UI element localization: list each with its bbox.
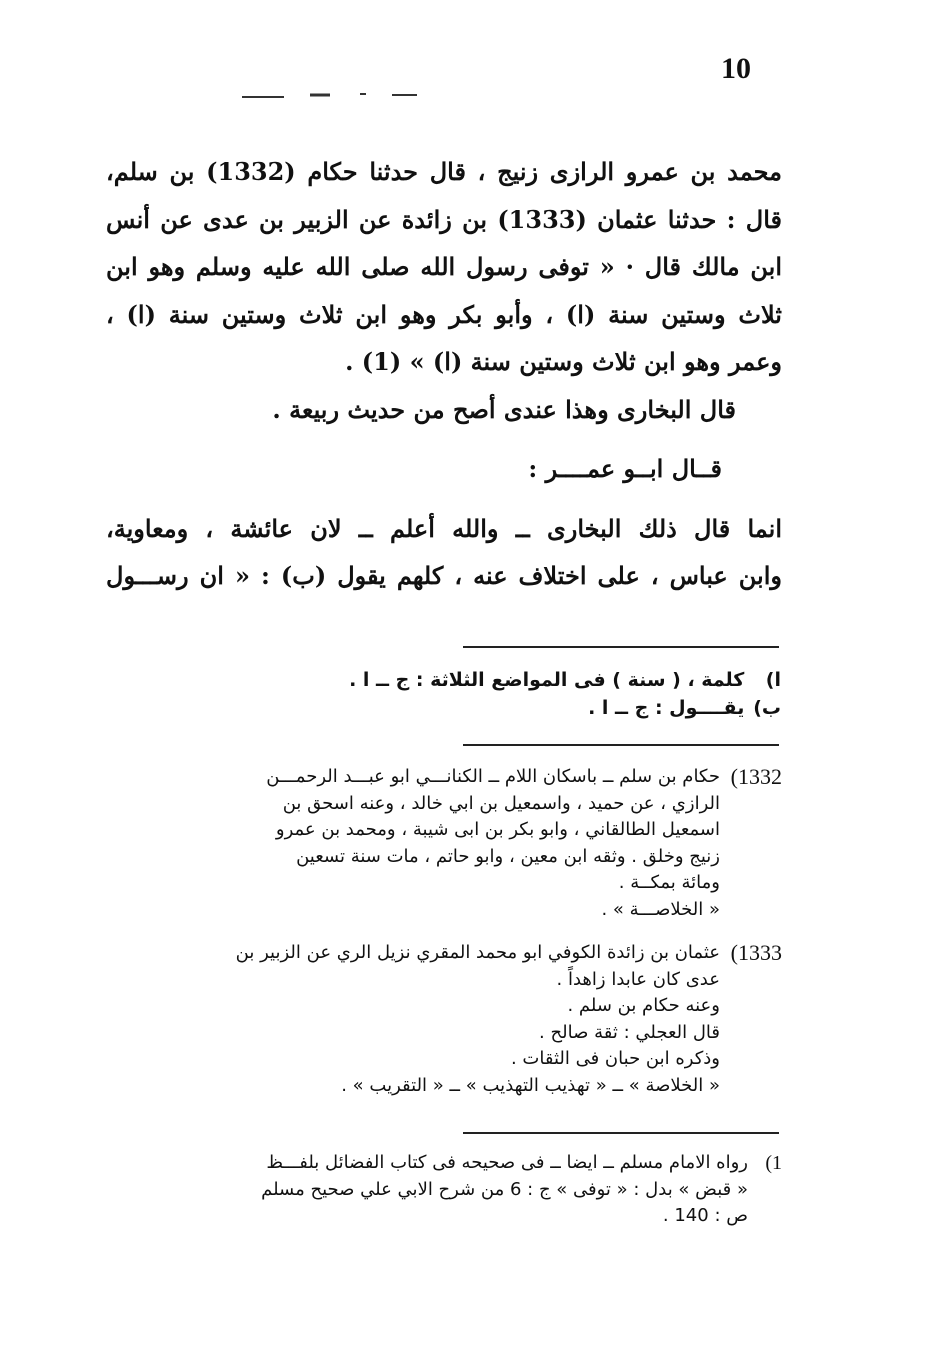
variant-note-text: كلمة ، ( سنة ) فى المواضع الثلاثة : ج ــ ا . xyxy=(349,669,745,691)
footnote-number: 1) xyxy=(765,1152,782,1174)
main-text-line: قال : حدثنا عثمان (1333) بن زائدة عن الزبير بن عدى عن أنس xyxy=(106,204,782,234)
footnote-line: « قبض » بدل : « توفى » ج : 6 من شرح الابي علي صحيح مسلم xyxy=(261,1178,748,1200)
separator-rule xyxy=(463,646,779,648)
variant-note xyxy=(349,666,781,694)
bio-body xyxy=(112,940,720,1099)
bio-line: وعنه حكام بن سلم . xyxy=(567,995,720,1016)
bio-line: عثمان بن زائدة الكوفي ابو محمد المقري نزيل الري عن الزبير بن xyxy=(235,942,720,963)
footnote xyxy=(112,1150,782,1230)
bio-number: 1333) xyxy=(730,940,782,965)
bio-entry xyxy=(112,940,782,1099)
bio-body xyxy=(112,764,720,923)
main-text-line: محمد بن عمرو الرازى زنيج ، قال حدثنا حكام (1332) بن سلم، xyxy=(106,157,782,186)
variant-notes xyxy=(349,666,781,722)
variant-note-text: يقــــول : ج ــ ا . xyxy=(588,697,745,719)
bio-line: عدى كان عابدا زاهداً . xyxy=(556,968,720,990)
main-text-line: ثلاث وستين سنة (ا) ، وأبو بكر وهو ابن ثلاث وستين سنة (ا) ، xyxy=(106,299,782,329)
main-text-line: انما قال ذلك البخارى ــ والله أعلم ــ لان عائشة ، ومعاوية، xyxy=(106,513,782,543)
section-heading: قــال ابــو عمــــر : xyxy=(528,454,722,483)
page-number: 10 xyxy=(721,52,751,85)
main-text-line: وابن عباس ، على اختلاف عنه ، كلهم يقول (ب) : « ان رســـول xyxy=(106,561,782,590)
bio-line: قال العجلي : ثقة صالح . xyxy=(539,1021,720,1043)
main-text-line: ابن مالك قال · « توفى رسول الله صلى الله عليه وسلم وهو ابن xyxy=(106,252,782,281)
footnote-body xyxy=(112,1150,748,1230)
variant-note-marker: ب) xyxy=(753,697,781,719)
bio-line: اسمعيل الطالقاني ، وابو بكر بن ابى شيبة ، ومحمد بن عمرو xyxy=(275,819,720,840)
variant-note xyxy=(349,694,781,722)
separator-rule xyxy=(463,744,779,746)
separator-rule xyxy=(463,1132,779,1134)
header-ornament xyxy=(242,90,417,100)
bio-entry xyxy=(112,764,782,923)
bio-line: الرازي ، عن حميد ، واسمعيل بن ابي خالد ، وعنه اسحق بن xyxy=(282,792,720,814)
main-text xyxy=(106,148,782,600)
main-text-line: وعمر وهو ابن ثلاث وستين سنة (ا) » (1) . xyxy=(345,347,782,376)
bio-number: 1332) xyxy=(730,764,782,789)
bio-line: « الخلاصـــة » . xyxy=(601,898,720,920)
bio-line: زنيج وخلق . وثقه ابن معين ، وابو حاتم ، مات سنة تسعين xyxy=(296,845,720,867)
bio-line: وذكره ابن حبان فى الثقات . xyxy=(510,1048,720,1069)
footnote-line: رواه الامام مسلم ــ ايضا ــ فى صحيحه فى كتاب الفضائل بلفـــظ xyxy=(266,1152,748,1173)
bio-line: ومائة بمكــة . xyxy=(618,872,720,893)
bio-line: حكام بن سلم ــ باسكان اللام ــ الكنانـــي ابو عبـــد الرحمـــن xyxy=(266,766,720,787)
bio-line: « الخلاصة » ــ « تهذيب التهذيب » ــ « التقريب » . xyxy=(341,1074,720,1096)
footnote-line: ص : 140 . xyxy=(662,1205,748,1226)
variant-note-marker: ا) xyxy=(765,669,781,691)
bukhari-comment: قال البخارى وهذا عندى أصح من حديث ربيعة . xyxy=(272,394,736,424)
